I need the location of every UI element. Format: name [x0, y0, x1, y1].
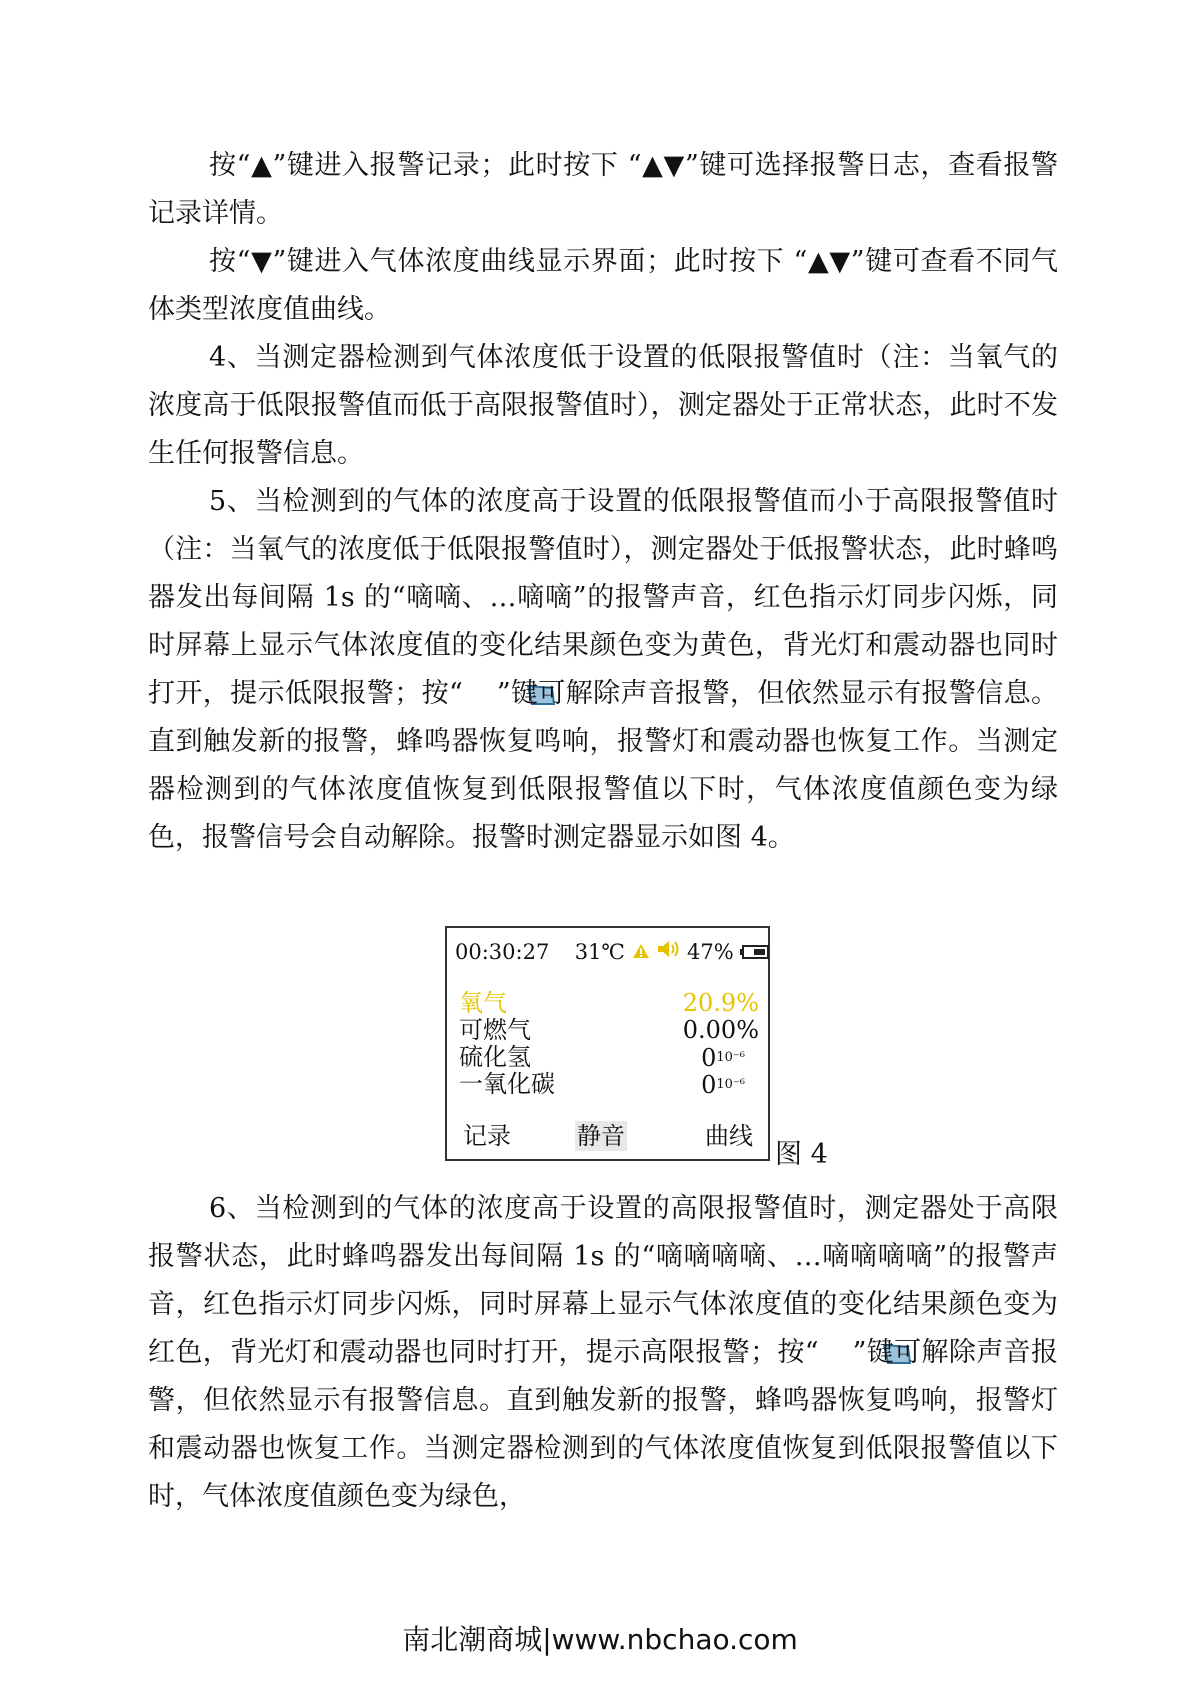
paragraph-high-alarm-part2: ”键可解除声音报警，但依然显示有报警信息。直到触发新的报警，蜂鸣器恢复鸣响，报警灯和震动器也恢复工作。当测定器检测到的气体浓度值恢复到低限报警值以下时，气体浓度值颜色变为绿色， [148, 1337, 1058, 1512]
warning-icon [632, 936, 650, 968]
paragraph-low-alarm-part2: ”键可解除声音报警，但依然显示有报警信息。直到触发新的报警，蜂鸣器恢复鸣响，报警灯和震动器也恢复工作。当测定器检测到的气体浓度值恢复到低限报警值以下时，气体浓度值颜色变为绿色，报警信号会自动解除。报警时测定器显示如图 4。 [148, 678, 1058, 853]
footer-watermark: 南北潮商城|www.nbchao.com [402, 1623, 798, 1656]
gas-value: 20.9% [682, 989, 759, 1017]
gas-value-number: 0 [701, 1044, 717, 1072]
gas-value [701, 1071, 745, 1099]
gas-value: 0.00% [682, 1016, 759, 1044]
device-screen-figure [445, 926, 770, 1161]
mute-key-icon [821, 1333, 851, 1355]
battery-percent: 47% [686, 939, 734, 964]
softkey-record[interactable]: 记录 [463, 1122, 511, 1150]
battery-icon [740, 936, 770, 968]
status-bar [455, 934, 760, 966]
paragraph-curve-display: 按“▼”键进入气体浓度曲线显示界面；此时按下 “▲▼”键可查看不同气体类型浓度值曲线。 [148, 246, 1058, 325]
gas-unit: 10⁻⁶ [716, 1050, 745, 1065]
paragraph-high-alarm [148, 1185, 1058, 1521]
gas-row-co [459, 1071, 759, 1098]
paragraph-low-alarm-part1: 5、当检测到的气体的浓度高于设置的低限报警值而小于高限报警值时（注：当氧气的浓度低于低限报警值时），测定器处于低报警状态，此时蜂鸣器发出每间隔 1s 的“嘀嘀、…嘀嘀”的报警声音，红色指示灯同步闪烁，同时屏幕上显示气体浓度值的变化结果颜色变为黄色，背光灯和震动器也同时打开，提示低限报警；按“ [148, 486, 1058, 709]
clock: 00:30:27 [455, 939, 550, 964]
paragraph-normal-state: 4、当测定器检测到气体浓度低于设置的低限报警值时（注：当氧气的浓度高于低限报警值而低于高限报警值时），测定器处于正常状态，此时不发生任何报警信息。 [148, 342, 1058, 469]
softkey-mute[interactable]: 静音 [577, 1122, 625, 1150]
gas-row-combustible [459, 1017, 759, 1044]
figure-caption: 图 4 [775, 1139, 828, 1170]
gas-value [701, 1044, 745, 1072]
gas-name: 硫化氢 [459, 1043, 531, 1071]
text-section-bottom [148, 1185, 1058, 1521]
softkey-curve[interactable]: 曲线 [705, 1122, 753, 1150]
gas-row-h2s [459, 1044, 759, 1071]
gas-name: 一氧化碳 [459, 1070, 555, 1098]
mute-key-icon [465, 674, 495, 696]
gas-value-number: 0 [701, 1071, 717, 1099]
paragraph-high-alarm-part1: 6、当检测到的气体的浓度高于设置的高限报警值时，测定器处于高限报警状态，此时蜂鸣器发出每间隔 1s 的“嘀嘀嘀嘀、…嘀嘀嘀嘀”的报警声音，红色指示灯同步闪烁，同时屏幕上显示气体浓度值的变化结果颜色变为红色，背光灯和震动器也同时打开，提示高限报警；按“ [148, 1193, 1058, 1368]
paragraph-low-alarm [148, 478, 1058, 862]
gas-name: 氧气 [459, 989, 507, 1017]
gas-unit: 10⁻⁶ [716, 1077, 745, 1092]
gas-name: 可燃气 [459, 1016, 531, 1044]
softkey-bar [463, 1121, 753, 1151]
temperature: 31℃ [574, 939, 625, 964]
text-section-top [148, 142, 1058, 862]
gas-row-oxygen [459, 990, 759, 1017]
paragraph-alarm-record: 按“▲”键进入报警记录；此时按下 “▲▼”键可选择报警日志，查看报警记录详情。 [148, 150, 1058, 229]
speaker-icon [656, 936, 680, 968]
